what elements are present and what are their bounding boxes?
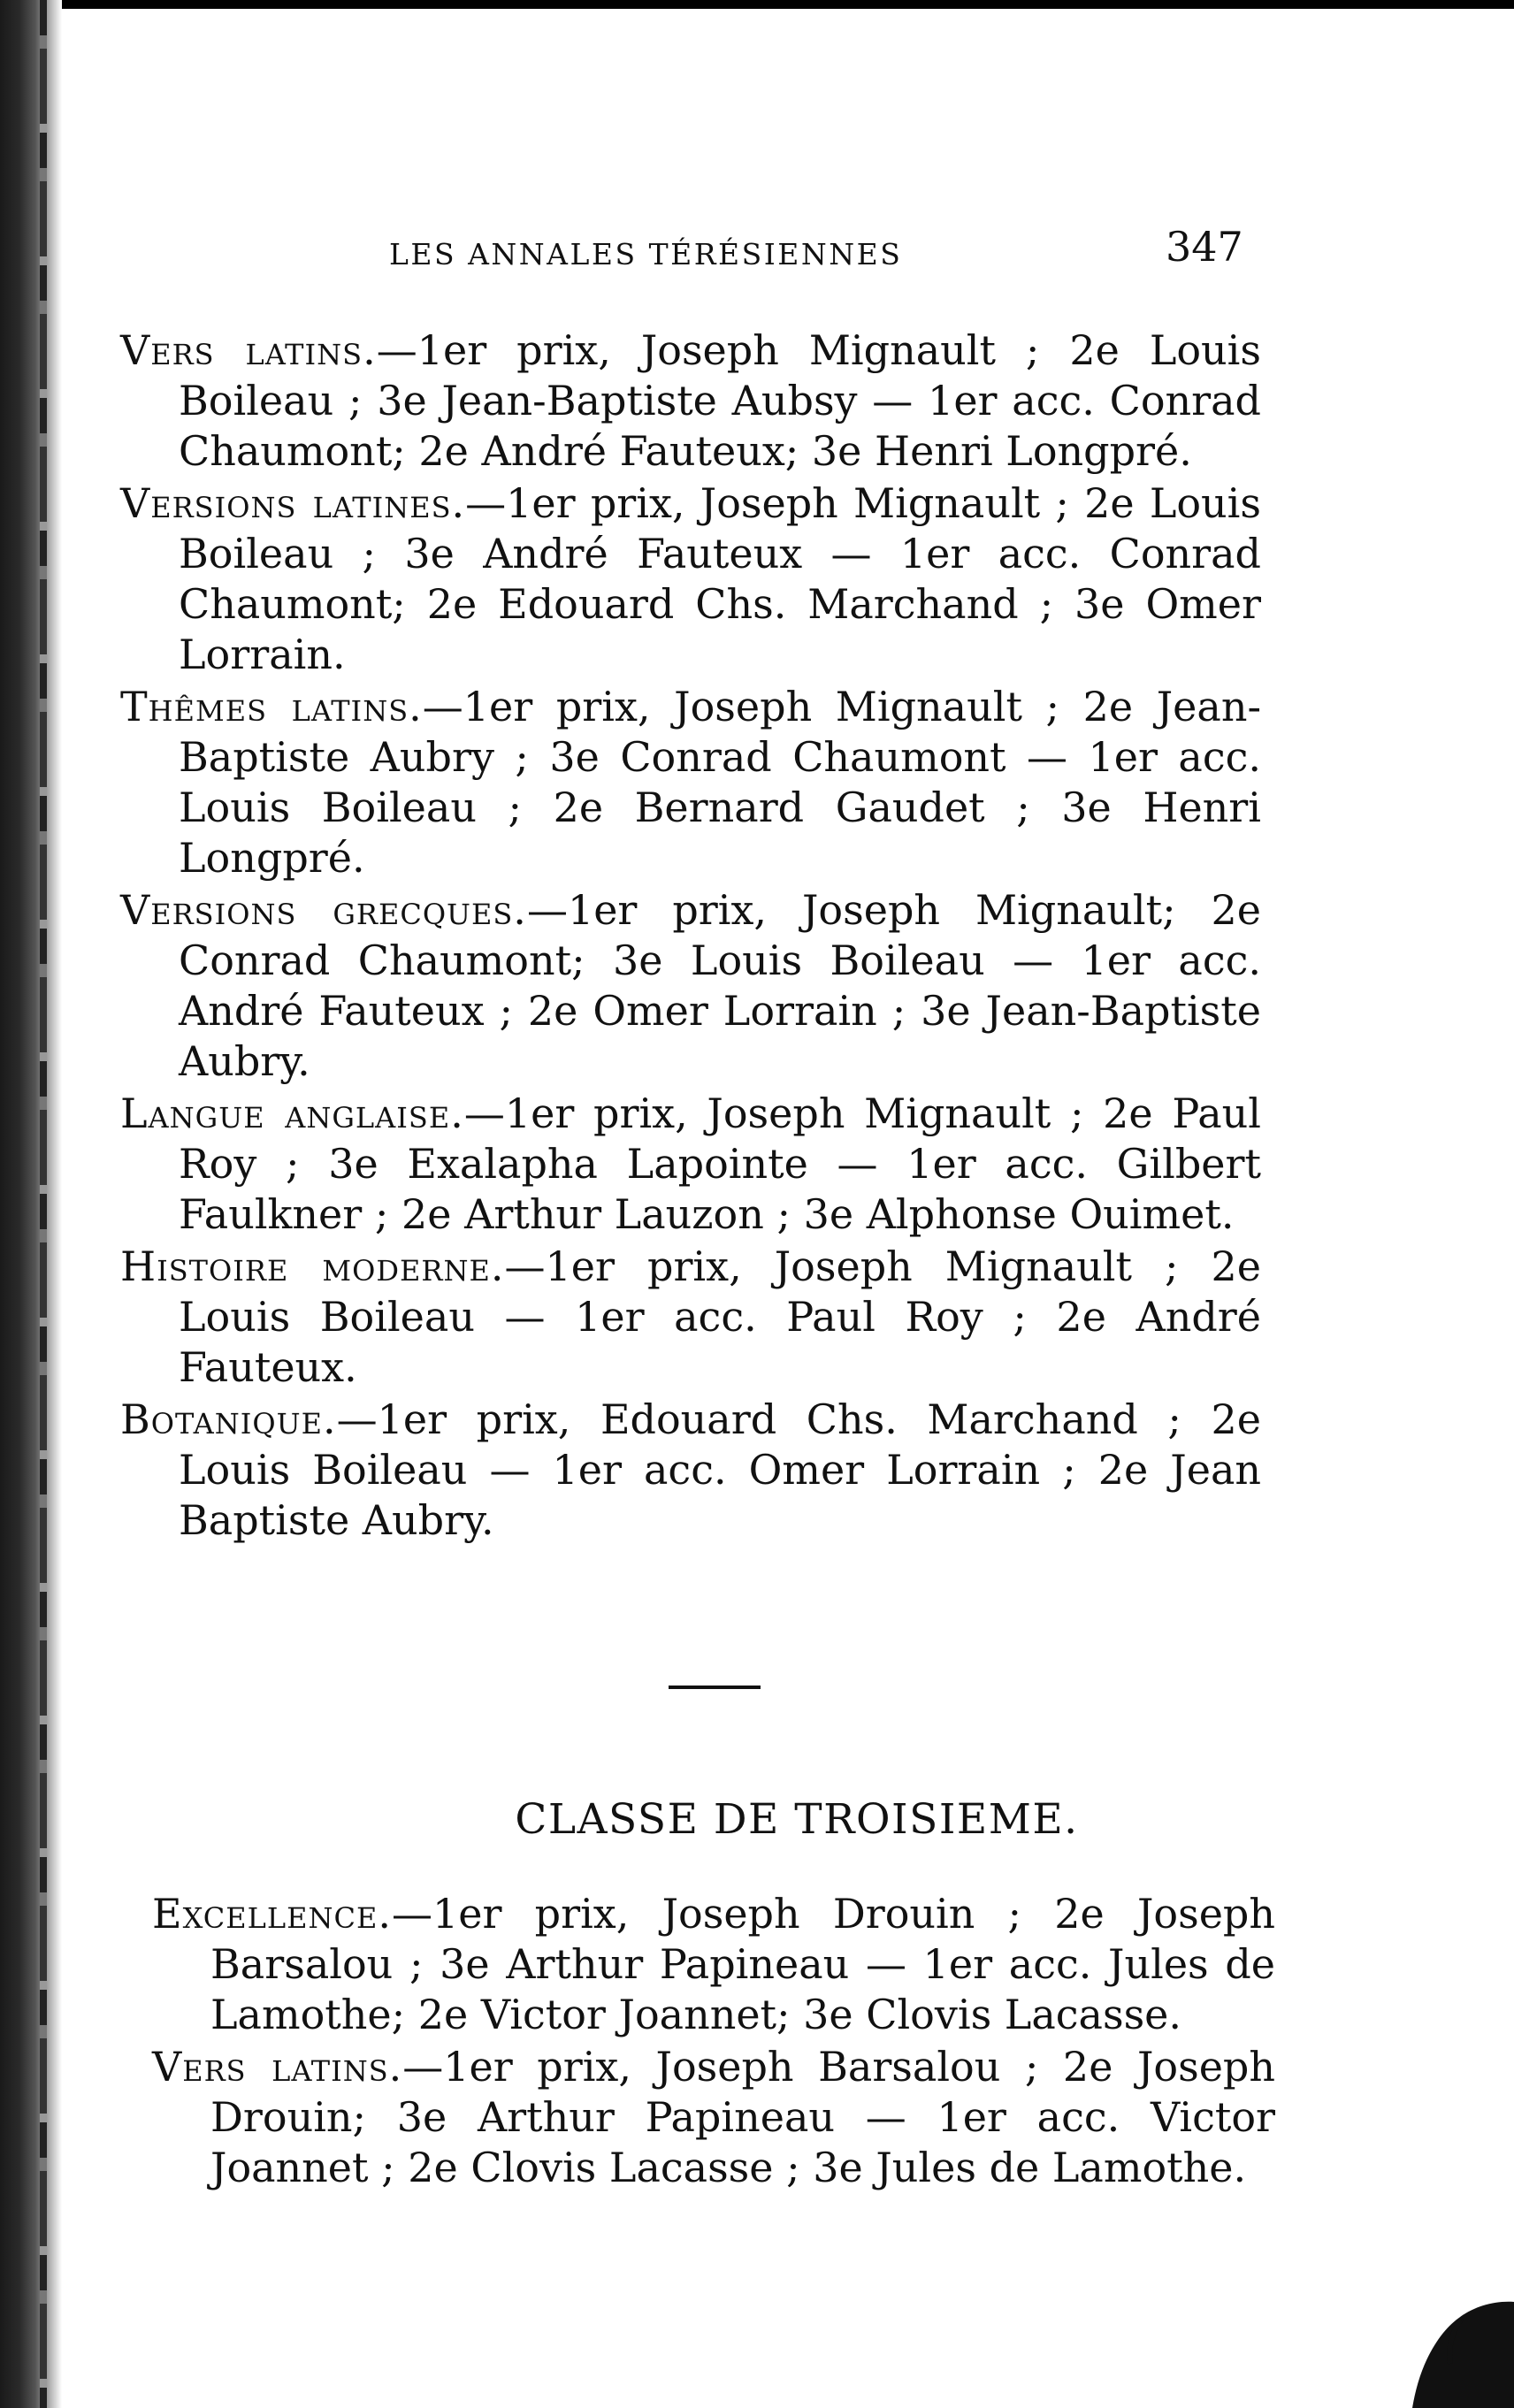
entry-subject: Vers latins. — [120, 326, 377, 374]
entry-text: —1er prix, Joseph Mignault ; 2e Louis Boileau ; 3e André Fauteux — 1er acc. Conrad Chaumont; 2e Edouard Chs. Marchand ; 3e Omer Lorrain. — [179, 479, 1262, 678]
entry-text: —1er prix, Joseph Mignault ; 2e Jean-Baptiste Aubry ; 3e Conrad Chaumont — 1er acc. Louis Boileau ; 2e Bernard Gaudet ; 3e Henri Longpré. — [179, 683, 1261, 882]
entry-text: —1er prix, Joseph Mignault ; 2e Paul Roy ; 3e Exalapha Lapointe — 1er acc. Gilbert Faulkner ; 2e Arthur Lauzon ; 3e Alphonse Ouimet. — [179, 1089, 1261, 1238]
prize-entry — [120, 1089, 1261, 1240]
running-head: LES ANNALES TÉRÉSIENNES — [389, 237, 903, 271]
entry-subject: Excellence. — [152, 1890, 392, 1938]
entry-text: —1er prix, Edouard Chs. Marchand ; 2e Louis Boileau — 1er acc. Omer Lorrain ; 2e Jean Baptiste Aubry. — [179, 1395, 1261, 1544]
entry-text: —1er prix, Joseph Barsalou ; 2e Joseph Drouin; 3e Arthur Papineau — 1er acc. Victor Joannet ; 2e Clovis Lacasse ; 3e Jules de Lamothe. — [210, 2043, 1275, 2191]
page-top-border — [0, 0, 1514, 9]
entry-subject: Vers latins. — [152, 2043, 403, 2091]
entry-subject: Botanique. — [120, 1395, 337, 1443]
entry-text: —1er prix, Joseph Mignault ; 2e Louis Boileau ; 3e Jean-Baptiste Aubsy — 1er acc. Conrad Chaumont; 2e André Fauteux; 3e Henri Longpré. — [179, 326, 1262, 475]
prize-entry — [120, 682, 1261, 883]
entry-text: —1er prix, Joseph Mignault ; 2e Louis Boileau — 1er acc. Paul Roy ; 2e André Fauteux. — [179, 1242, 1261, 1391]
prize-entry — [120, 325, 1261, 477]
prize-entry — [120, 1242, 1261, 1393]
entry-subject: Versions latines. — [120, 479, 466, 527]
prize-entry — [152, 1889, 1275, 2040]
scanned-binding-edge — [0, 0, 62, 2408]
section-divider-rule — [669, 1686, 761, 1689]
prize-list-top — [120, 325, 1261, 1548]
entry-subject: Thêmes latins. — [120, 683, 423, 730]
entry-text: —1er prix, Joseph Mignault; 2e Conrad Chaumont; 3e Louis Boileau — 1er acc. André Fauteux ; 2e Omer Lorrain ; 3e Jean-Baptiste Aubry. — [179, 886, 1261, 1085]
section-title: CLASSE DE TROISIEME. — [515, 1795, 1079, 1844]
prize-entry — [152, 2042, 1275, 2193]
prize-entry — [120, 1395, 1261, 1546]
entry-subject: Versions grecques. — [120, 886, 527, 934]
prize-entry — [120, 478, 1261, 680]
prize-entry — [120, 885, 1261, 1087]
entry-subject: Langue anglaise. — [120, 1089, 464, 1137]
entry-subject: Histoire moderne. — [120, 1242, 505, 1290]
entry-text: —1er prix, Joseph Drouin ; 2e Joseph Barsalou ; 3e Arthur Papineau — 1er acc. Jules de Lamothe; 2e Victor Joannet; 3e Clovis Lacasse. — [210, 1890, 1275, 2038]
page-corner-ink-blot — [1328, 2284, 1514, 2408]
page-number: 347 — [1166, 223, 1243, 271]
prize-list-bottom — [152, 1889, 1275, 2195]
